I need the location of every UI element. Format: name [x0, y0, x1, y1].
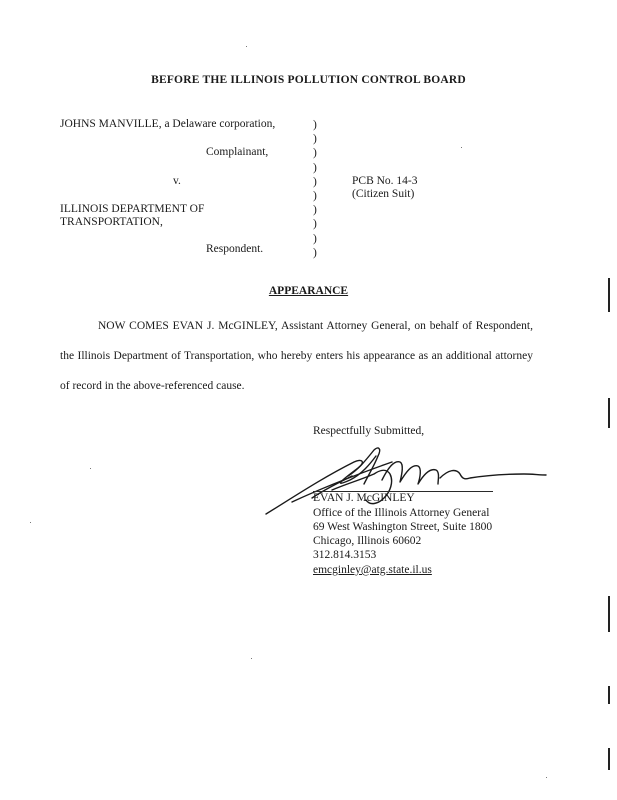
scan-speck	[251, 658, 252, 659]
paren: )	[313, 161, 317, 174]
appearance-body: NOW COMES EVAN J. McGINLEY, Assistant Attorney General, on behalf of Respondent, the Illinois Department of Transportation, who hereby enters his appearance as an additional attorney of record in the above-referenced cause.	[60, 320, 533, 392]
paren: )	[313, 189, 317, 202]
scan-margin-mark	[608, 748, 610, 770]
paren: )	[313, 218, 317, 231]
caption-paren-column	[313, 118, 317, 260]
paren: )	[313, 133, 317, 146]
case-number: PCB No. 14-3	[352, 175, 418, 187]
scan-margin-mark	[608, 686, 610, 704]
appearance-title: APPEARANCE	[268, 285, 349, 297]
scan-speck	[90, 468, 91, 469]
paren: )	[313, 119, 317, 131]
attorney-address: 69 West Washington Street, Suite 1800	[313, 520, 493, 533]
scan-margin-mark	[608, 278, 610, 312]
paren: )	[313, 175, 317, 188]
respondent-name-line1: ILLINOIS DEPARTMENT OF	[60, 203, 205, 215]
attorney-city: Chicago, Illinois 60602	[313, 535, 422, 548]
versus-label: v.	[173, 175, 181, 187]
attorney-email-link[interactable]: emcginley@atg.state.il.us	[313, 563, 432, 576]
respondent-name-line2: TRANSPORTATION,	[60, 216, 163, 228]
attorney-name: EVAN J. McGINLEY	[313, 492, 415, 505]
scan-speck	[30, 522, 31, 523]
complainant-name: JOHNS MANVILLE, a Delaware corporation,	[60, 118, 276, 130]
signature-block	[313, 424, 492, 577]
paren: )	[313, 232, 317, 245]
complainant-role: Complainant,	[206, 146, 269, 158]
scan-margin-mark	[608, 596, 610, 632]
attorney-phone: 312.814.3153	[313, 549, 377, 562]
scan-speck	[461, 147, 462, 148]
paren: )	[313, 246, 317, 259]
paren: )	[313, 204, 317, 217]
respondent-role: Respondent.	[206, 243, 264, 255]
scan-margin-mark	[608, 398, 610, 428]
closing-text: Respectfully Submitted,	[313, 425, 425, 437]
board-heading: BEFORE THE ILLINOIS POLLUTION CONTROL BOARD	[151, 74, 466, 86]
scan-speck	[546, 777, 547, 778]
paren: )	[313, 147, 317, 160]
scan-speck	[246, 46, 247, 47]
case-type: (Citizen Suit)	[352, 188, 415, 200]
attorney-office: Office of the Illinois Attorney General	[313, 506, 490, 519]
